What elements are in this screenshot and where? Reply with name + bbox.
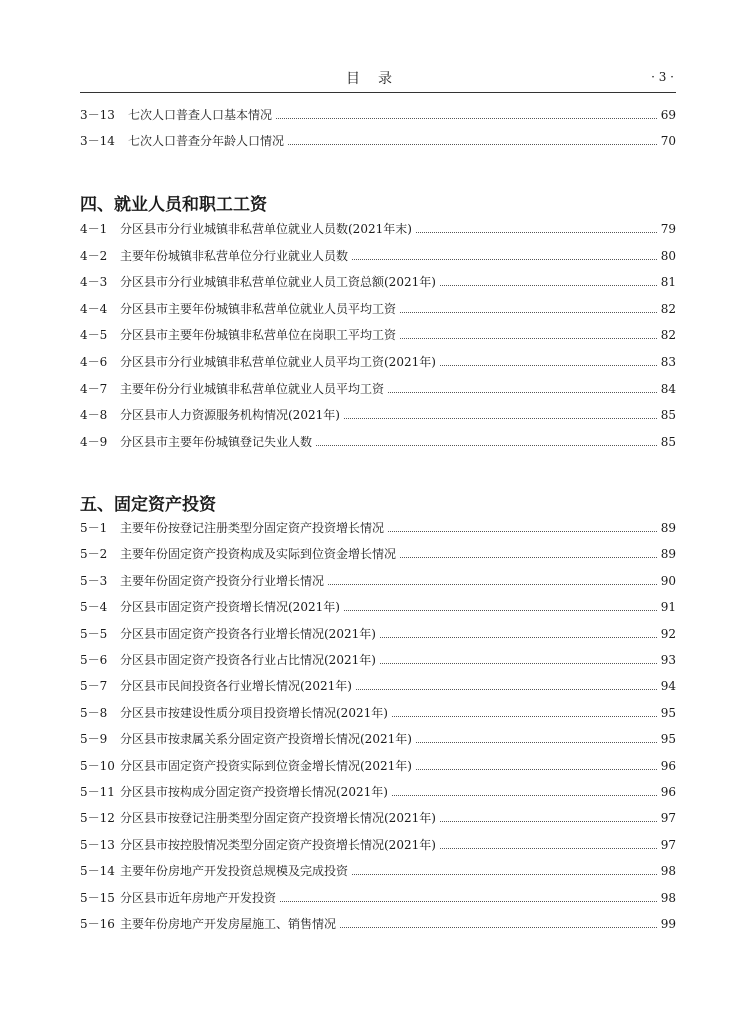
leader-dots (416, 742, 657, 743)
toc-entry-number: 5－4 (80, 600, 108, 615)
leader-dots (388, 392, 657, 393)
toc-entry-page: 96 (660, 758, 676, 773)
toc-entry[interactable] (80, 782, 676, 802)
toc-entry-title: 七次人口普查分年龄人口情况 (128, 133, 285, 148)
leader-dots (392, 716, 657, 717)
toc-entry-page: 69 (660, 108, 676, 122)
leader-dots (440, 848, 657, 849)
toc-entry-page: 81 (660, 275, 676, 290)
toc-entry[interactable] (80, 703, 676, 723)
toc-entry[interactable] (80, 105, 676, 125)
toc-entry-number: 5－7 (80, 679, 108, 694)
leader-dots (400, 557, 657, 558)
toc-entry-title: 分区县市按登记注册类型分固定资产投资增长情况(2021年) (120, 811, 436, 826)
leader-dots (380, 663, 657, 664)
toc-entry-title: 分区县市按隶属关系分固定资产投资增长情况(2021年) (120, 732, 412, 747)
section-heading: 四、就业人员和职工工资 (80, 195, 267, 215)
leader-dots (280, 901, 657, 902)
toc-entry-page: 85 (660, 408, 676, 423)
toc-entry-page: 85 (660, 434, 676, 449)
toc-entry-title: 分区县市民间投资各行业增长情况(2021年) (120, 679, 352, 694)
toc-entry-title: 分区县市分行业城镇非私营单位就业人员工资总额(2021年) (120, 275, 436, 290)
toc-entry-title: 七次人口普查人口基本情况 (128, 108, 273, 122)
toc-entry-title: 分区县市主要年份城镇非私营单位在岗职工平均工资 (120, 328, 397, 343)
toc-entry-title: 分区县市固定资产投资增长情况(2021年) (120, 600, 340, 615)
leader-dots (400, 338, 657, 339)
toc-entry[interactable] (80, 861, 676, 881)
leader-dots (440, 365, 657, 366)
toc-entry-title: 分区县市按建设性质分项目投资增长情况(2021年) (120, 705, 388, 720)
leader-dots (352, 259, 657, 260)
toc-entry-title: 分区县市分行业城镇非私营单位就业人员数(2021年末) (120, 222, 412, 236)
toc-entry[interactable] (80, 756, 676, 776)
toc-entry-page: 92 (660, 626, 676, 641)
toc-entry-number: 3－14 (80, 133, 115, 148)
leader-dots (344, 418, 657, 419)
toc-entry[interactable] (80, 246, 676, 266)
leader-dots (392, 795, 657, 796)
toc-entry-title: 主要年份城镇非私营单位分行业就业人员数 (120, 248, 349, 263)
leader-dots (340, 927, 657, 928)
toc-entry-title: 分区县市主要年份城镇登记失业人数 (120, 434, 313, 449)
toc-entry[interactable] (80, 379, 676, 399)
leader-dots (288, 144, 657, 145)
toc-entry-title: 主要年份房地产开发投资总规模及完成投资 (120, 864, 349, 879)
toc-entry-number: 5－12 (80, 811, 115, 826)
toc-entry-number: 5－8 (80, 705, 108, 720)
toc-entry-page: 99 (660, 917, 676, 931)
toc-entry-title: 分区县市固定资产投资各行业增长情况(2021年) (120, 626, 376, 641)
toc-entry-page: 97 (660, 837, 676, 852)
toc-entry[interactable] (80, 219, 676, 239)
toc-entry-number: 5－2 (80, 547, 108, 562)
toc-entry[interactable] (80, 676, 676, 696)
toc-entry-page: 91 (660, 600, 676, 615)
toc-entry-number: 5－1 (80, 521, 108, 535)
toc-entry-page: 82 (660, 328, 676, 343)
toc-entry[interactable] (80, 914, 676, 934)
toc-entry-page: 83 (660, 355, 676, 369)
toc-entry-number: 4－4 (80, 301, 108, 316)
toc-entry-number: 5－14 (80, 864, 115, 879)
toc-entry-page: 94 (660, 679, 676, 694)
leader-dots (356, 689, 657, 690)
leader-dots (316, 445, 657, 446)
toc-entry-page: 95 (660, 705, 676, 720)
toc-entry[interactable] (80, 544, 676, 564)
toc-entry-page: 89 (660, 547, 676, 562)
leader-dots (344, 610, 657, 611)
toc-entry[interactable] (80, 325, 676, 345)
leader-dots (416, 232, 657, 233)
toc-entry[interactable] (80, 405, 676, 425)
toc-entry-number: 4－8 (80, 408, 108, 423)
toc-entry-title: 分区县市主要年份城镇非私营单位就业人员平均工资 (120, 301, 397, 316)
leader-dots (440, 821, 657, 822)
toc-entry-title: 分区县市固定资产投资实际到位资金增长情况(2021年) (120, 758, 412, 773)
toc-entry-title: 分区县市近年房地产开发投资 (120, 890, 277, 905)
toc-entry-number: 5－9 (80, 732, 108, 747)
toc-entry-title: 主要年份房地产开发房屋施工、销售情况 (120, 917, 337, 931)
toc-entry-title: 分区县市按控股情况类型分固定资产投资增长情况(2021年) (120, 837, 436, 852)
toc-entry[interactable] (80, 571, 676, 591)
toc-entry-page: 80 (660, 248, 676, 263)
toc-entry[interactable] (80, 352, 676, 372)
toc-entry-page: 84 (660, 381, 676, 396)
toc-entry[interactable] (80, 131, 676, 151)
toc-entry[interactable] (80, 432, 676, 452)
toc-entry-number: 5－3 (80, 573, 108, 588)
toc-entry-number: 4－7 (80, 381, 108, 396)
toc-entry[interactable] (80, 729, 676, 749)
page-number: · 3 · (651, 70, 674, 84)
leader-dots (352, 874, 657, 875)
page-header (80, 64, 676, 93)
toc-entry-number: 4－5 (80, 328, 108, 343)
toc-entry-title: 分区县市分行业城镇非私营单位就业人员平均工资(2021年) (120, 355, 436, 369)
toc-entry[interactable] (80, 518, 676, 538)
toc-entry-page: 93 (660, 653, 676, 667)
toc-entry[interactable] (80, 624, 676, 644)
toc-entry[interactable] (80, 650, 676, 670)
toc-entry-number: 3－13 (80, 108, 115, 122)
toc-entry-title: 主要年份按登记注册类型分固定资产投资增长情况 (120, 521, 385, 535)
toc-entry-page: 89 (660, 521, 676, 535)
toc-entry-number: 4－3 (80, 275, 108, 290)
toc-entry[interactable] (80, 597, 676, 617)
toc-entry-number: 5－15 (80, 890, 115, 905)
toc-entry-number: 4－9 (80, 434, 108, 449)
toc-entry-page: 96 (660, 785, 676, 799)
toc-entry-page: 79 (660, 222, 676, 236)
toc-entry-title: 分区县市人力资源服务机构情况(2021年) (120, 408, 340, 423)
leader-dots (276, 118, 657, 119)
toc-entry-number: 5－6 (80, 653, 108, 667)
toc-entry-number: 4－2 (80, 248, 108, 263)
toc-entry-page: 97 (660, 811, 676, 826)
leader-dots (388, 531, 657, 532)
section-heading: 五、固定资产投资 (80, 495, 216, 515)
toc-entry-page: 98 (660, 864, 676, 879)
toc-entry-title: 主要年份分行业城镇非私营单位就业人员平均工资 (120, 381, 385, 396)
toc-entry-title: 分区县市按构成分固定资产投资增长情况(2021年) (120, 785, 388, 799)
toc-entry-number: 5－11 (80, 785, 115, 799)
toc-entry-title: 主要年份固定资产投资分行业增长情况 (120, 573, 325, 588)
toc-entry[interactable] (80, 888, 676, 908)
toc-entry-number: 4－6 (80, 355, 108, 369)
toc-entry[interactable] (80, 272, 676, 292)
toc-entry-title: 分区县市固定资产投资各行业占比情况(2021年) (120, 653, 376, 667)
leader-dots (328, 584, 657, 585)
toc-entry-page: 95 (660, 732, 676, 747)
toc-entry-page: 70 (660, 133, 676, 148)
toc-entry-number: 5－5 (80, 626, 108, 641)
toc-entry-number: 5－16 (80, 917, 115, 931)
toc-entry-number: 5－13 (80, 837, 115, 852)
toc-entry-page: 82 (660, 301, 676, 316)
toc-entry-number: 5－10 (80, 758, 115, 773)
toc-entry-title: 主要年份固定资产投资构成及实际到位资金增长情况 (120, 547, 397, 562)
toc-entry-page: 98 (660, 890, 676, 905)
leader-dots (400, 312, 657, 313)
page-title: 目录 (346, 71, 410, 87)
toc-entry[interactable] (80, 808, 676, 828)
leader-dots (416, 769, 657, 770)
toc-entry[interactable] (80, 299, 676, 319)
toc-entry-number: 4－1 (80, 222, 108, 236)
leader-dots (440, 285, 657, 286)
toc-entry-page: 90 (660, 573, 676, 588)
leader-dots (380, 637, 657, 638)
toc-entry[interactable] (80, 835, 676, 855)
